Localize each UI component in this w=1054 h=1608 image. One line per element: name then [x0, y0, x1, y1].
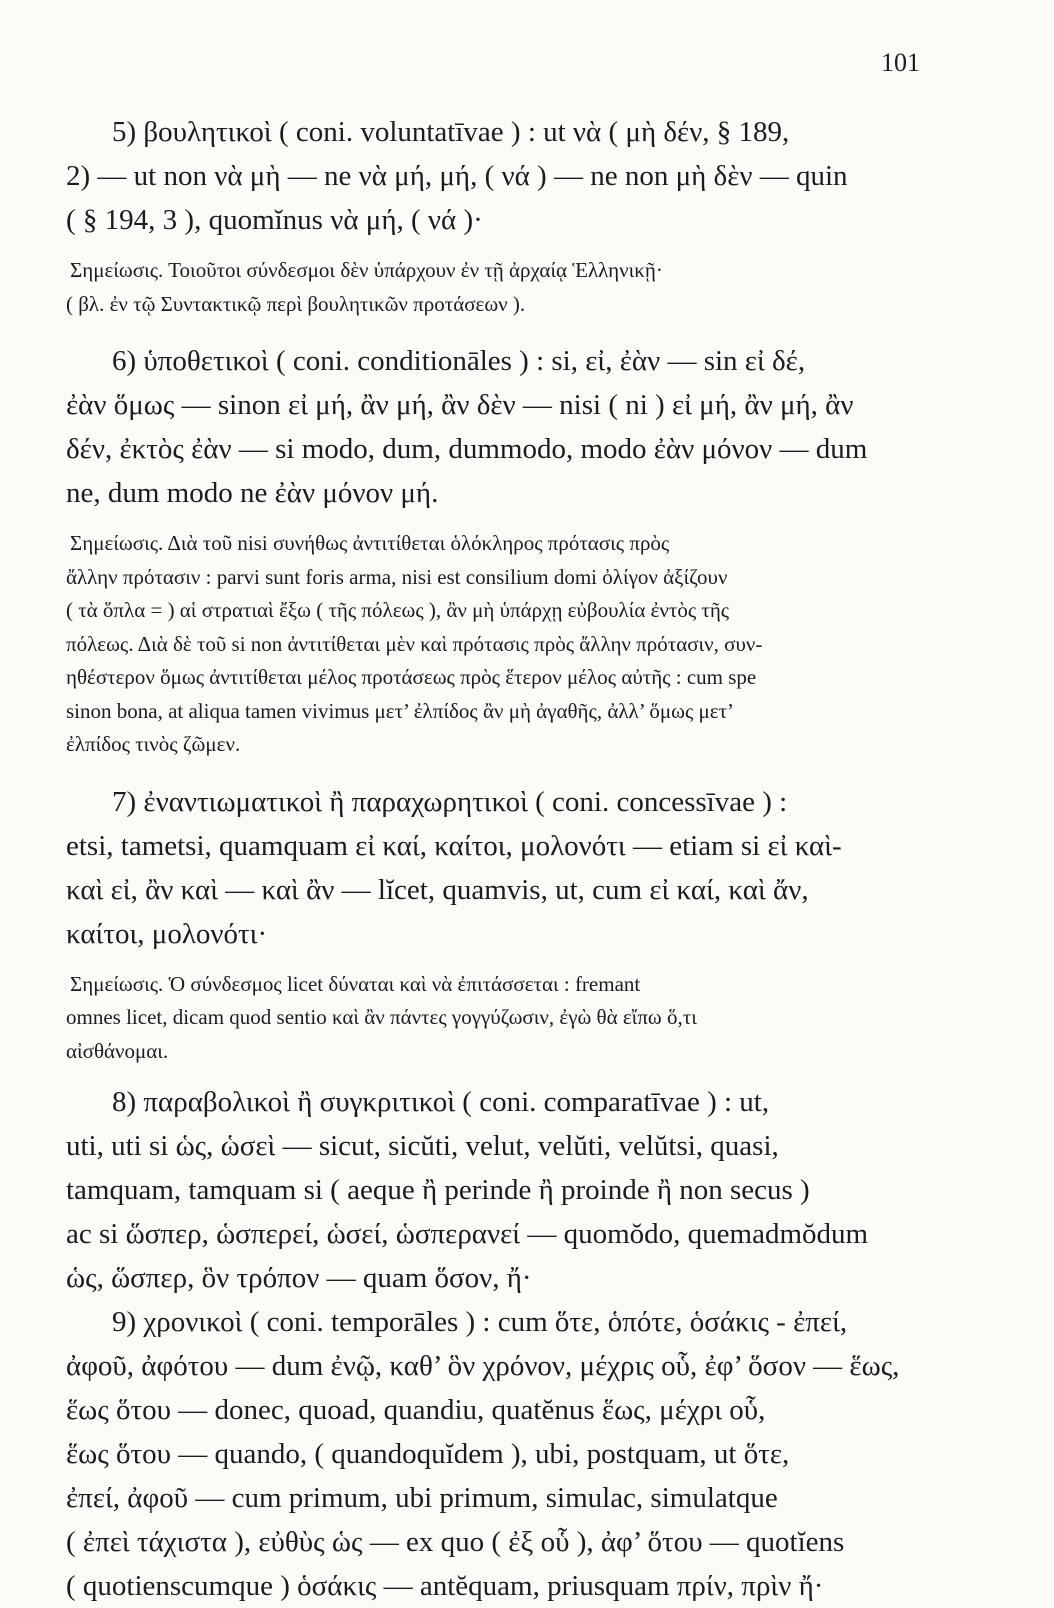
text-line: 5) βουλητικοὶ ( coni. voluntatīvae ) : ut νὰ ( μὴ δέν, § 189,: [112, 116, 790, 148]
text-line: ( ἐπεὶ τάχιστα ), εὐθὺς ὡς — ex quo ( ἐξ οὗ ), ἀφ’ ὅτου — quotĭens: [66, 1526, 845, 1558]
note-line: ἐλπίδος τινὸς ζῶμεν.: [66, 732, 241, 756]
note-line: αἰσθάνομαι.: [66, 1038, 169, 1063]
note-line: omnes licet, dicam quod sentio καὶ ἂν πάντες γογγύζωσιν, ἐγὼ θὰ εἴπω ὅ,τι: [66, 1005, 697, 1029]
text-line: ἐὰν ὅμως — sinon εἰ μή, ἂν μή, ἂν δὲν — nisi ( ni ) εἰ μή, ἂν μή, ἂν: [66, 389, 854, 421]
note-line: ( τὰ ὅπλα = ) αἱ στρατιαὶ ἔξω ( τῆς πόλεως ), ἂν μὴ ὑπάρχῃ εὐβουλία ἐντὸς τῆς: [66, 598, 730, 622]
text-line: καὶ εἰ, ἂν καὶ — καὶ ἂν — lĭcet, quamvis, ut, cum εἰ καί, καὶ ἄν,: [66, 873, 809, 906]
text-line: ἀφοῦ, ἀφότου — dum ἐνῷ, καθ’ ὃν χρόνον, μέχρις οὗ, ἐφ’ ὅσον — ἕως,: [66, 1350, 900, 1382]
text-line: tamquam, tamquam si ( aeque ἢ perinde ἢ proinde ἢ non secus ): [66, 1174, 810, 1206]
section-concessive: [66, 780, 918, 1069]
section-comparative: [66, 1080, 918, 1300]
text-line: 2) — ut non νὰ μὴ — ne νὰ μή, μή, ( νά ) — ne non μὴ δὲν — quin: [66, 160, 848, 192]
book-page: [66, 40, 920, 1602]
page-text: [66, 110, 918, 1608]
note-line: Σημείωσις. Τοιοῦτοι σύνδεσμοι δὲν ὑπάρχουν ἐν τῇ ἀρχαίᾳ Ἑλληνικῇ·: [70, 258, 663, 282]
section-conditional: [66, 339, 918, 762]
text-line: ac si ὥσπερ, ὡσπερεί, ὡσεί, ὡσπερανεί — quomŏdo, quemadmŏdum: [66, 1218, 869, 1250]
text-line: ( quotienscumque ) ὁσάκις — antĕquam, priusquam πρίν, πρὶν ἤ·: [66, 1570, 824, 1602]
text-line: 7) ἐναντιωματικοὶ ἢ παραχωρητικοὶ ( coni. concessīvae ) :: [112, 785, 788, 818]
note-line: πόλεως. Διὰ δὲ τοῦ si non ἀντιτίθεται μὲν καὶ πρότασις πρὸς ἄλλην πρότασιν, συν-: [66, 631, 763, 656]
text-line: etsi, tametsi, quamquam εἰ καί, καίτοι, μολονότι — etiam si εἰ καὶ-: [66, 829, 842, 862]
note-line: Σημείωσις. Ὁ σύνδεσμος licet δύναται καὶ νὰ ἐπιτάσσεται : fremant: [70, 971, 641, 996]
note-line: ἄλλην πρότασιν : parvi sunt foris arma, nisi est consilium domi ὀλίγον ἀξίζουν: [66, 564, 728, 589]
page-number: 101: [881, 48, 920, 77]
note-line: Σημείωσις. Διὰ τοῦ nisi συνήθως ἀντιτίθεται ὁλόκληρος πρότασις πρὸς: [70, 531, 670, 555]
text-line: ἐπεί, ἀφοῦ — cum primum, ubi primum, simulac, simulatque: [66, 1482, 778, 1514]
note-line: ( βλ. ἐν τῷ Συντακτικῷ περὶ βουλητικῶν προτάσεων ).: [66, 291, 526, 316]
text-line: ne, dum modo ne ἐὰν μόνον μή.: [66, 477, 439, 509]
section-voluntative: [66, 110, 918, 321]
note-line: sinon bona, at aliqua tamen vivimus μετ’ ἐλπίδος ἂν μὴ ἀγαθῆς, ἀλλ’ ὅμως μετ’: [66, 698, 735, 723]
text-line: δέν, ἐκτὸς ἐὰν — si modo, dum, dummodo, modo ἐὰν μόνον — dum: [66, 433, 868, 465]
section-temporal: [66, 1300, 918, 1608]
text-line: ἕως ὅτου — quando, ( quandoquĭdem ), ubi, postquam, ut ὅτε,: [66, 1438, 790, 1470]
text-line: uti, uti si ὡς, ὡσεὶ — sicut, sicŭti, velut, velŭti, velŭtsi, quasi,: [66, 1130, 779, 1162]
text-line: 9) χρονικοὶ ( coni. temporāles ) : cum ὅτε, ὁπότε, ὁσάκις - ἐπεί,: [112, 1306, 848, 1338]
text-line: 6) ὑποθετικοὶ ( coni. conditionāles ) : si, εἰ, ἐὰν — sin εἰ δέ,: [112, 345, 806, 377]
text-line: ( § 194, 3 ), quomĭnus νὰ μή, ( νά )·: [66, 204, 483, 236]
text-line: 8) παραβολικοὶ ἢ συγκριτικοὶ ( coni. comparatīvae ) : ut,: [112, 1086, 770, 1118]
text-line: ὡς, ὥσπερ, ὃν τρόπον — quam ὅσον, ἤ·: [66, 1262, 532, 1294]
text-line: ἕως ὅτου — donec, quoad, quandiu, quatĕnus ἕως, μέχρι οὗ,: [66, 1394, 766, 1426]
text-line: καίτοι, μολονότι·: [66, 917, 268, 950]
note-line: ηθέστερον ὅμως ἀντιτίθεται μέλος προτάσεως πρὸς ἕτερον μέλος αὐτῆς : cum spe: [66, 665, 757, 689]
